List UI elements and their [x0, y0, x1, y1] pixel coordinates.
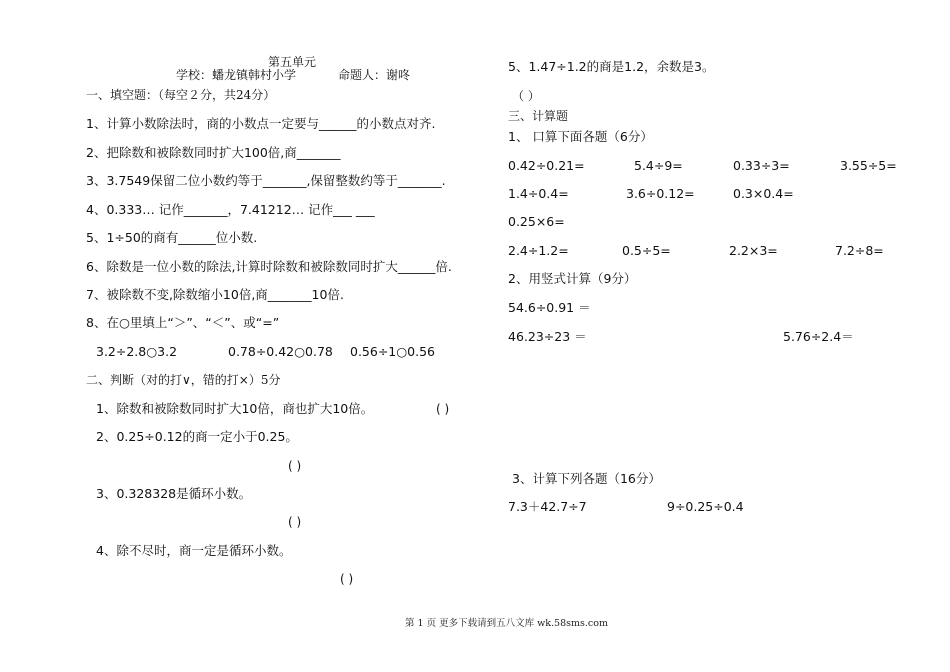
section2-heading: 二、判断（对的打∨，错的打×）5分 [86, 373, 281, 387]
oral-2-2: 3.6÷0.12= [626, 186, 695, 201]
oral-heading: 1、 口算下面各题（6分） [508, 129, 653, 144]
fill-item-8: 8、在○里填上“＞”、“＜”、或“=” [86, 315, 280, 330]
compare-item-2: 0.78÷0.42○0.78 [228, 344, 333, 359]
oral-1-4: 3.55÷5= [840, 158, 897, 173]
vertical-heading: 2、用竖式计算（9分） [508, 271, 637, 286]
page-footer: 第 1 页 更多下载请到五八文库 wk.58sms.com [405, 618, 608, 629]
oral-1-1: 0.42÷0.21= [508, 158, 585, 173]
judge-item-2: 2、0.25÷0.12的商一定小于0.25。 [96, 429, 298, 444]
judge-item-5: 5、1.47÷1.2的商是1.2，余数是3。 [508, 59, 715, 74]
oral-4-4: 7.2÷8= [835, 243, 884, 258]
judge-item-1: 1、除数和被除数同时扩大10倍，商也扩大10倍。 [96, 401, 374, 416]
oral-2-1: 1.4÷0.4= [508, 186, 569, 201]
vertical-1: 54.6÷0.91 ＝ [508, 300, 591, 315]
oral-4-3: 2.2×3= [729, 243, 778, 258]
section1-heading: 一、填空题：（每空２分，共24分） [86, 88, 276, 102]
fill-item-6: 6、除数是一位小数的除法,计算时除数和被除数同时扩大______倍. [86, 259, 452, 274]
fill-item-3: 3、3.7549保留二位小数约等于_______,保留整数约等于_______. [86, 173, 446, 188]
oral-1-2: 5.4÷9= [634, 158, 683, 173]
calc-heading: 3、计算下列各题（16分） [512, 471, 661, 486]
judge-bracket-5: （ ） [512, 89, 540, 103]
judge-bracket-4: ( ) [340, 572, 354, 586]
oral-2-3: 0.3×0.4= [733, 186, 794, 201]
fill-item-4: 4、0.333… 记作_______，7.41212… 记作___ ___ [86, 202, 375, 217]
calc-1: 7.3＋42.7÷7 [508, 499, 587, 514]
vertical-2: 46.23÷23 ＝ [508, 329, 587, 344]
judge-item-3: 3、0.328328是循环小数。 [96, 486, 252, 501]
oral-3-1: 0.25×6= [508, 214, 565, 229]
compare-item-3: 0.56÷1○0.56 [350, 344, 435, 359]
calc-2: 9÷0.25÷0.4 [667, 499, 744, 514]
oral-1-3: 0.33÷3= [733, 158, 790, 173]
vertical-3: 5.76÷2.4＝ [783, 329, 854, 344]
page-title: 第五单元 [268, 55, 317, 69]
school-name: 学校：蟠龙镇韩村小学 [176, 68, 297, 82]
fill-item-2: 2、把除数和被除数同时扩大100倍,商_______ [86, 145, 341, 160]
judge-bracket-3: ( ) [288, 515, 302, 529]
fill-item-1: 1、计算小数除法时，商的小数点一定要与______的小数点对齐. [86, 116, 436, 131]
oral-4-2: 0.5÷5= [622, 243, 671, 258]
fill-item-7: 7、被除数不变,除数缩小10倍,商_______10倍. [86, 287, 344, 302]
compare-item-1: 3.2÷2.8○3.2 [96, 344, 178, 359]
oral-4-1: 2.4÷1.2= [508, 243, 569, 258]
judge-bracket-2: ( ) [288, 459, 302, 473]
author-name: 命题人：谢咚 [338, 68, 411, 82]
fill-item-5: 5、1÷50的商有______位小数. [86, 230, 258, 245]
judge-bracket-1: ( ) [436, 402, 450, 416]
judge-item-4: 4、除不尽时，商一定是循环小数。 [96, 543, 292, 558]
section3-heading: 三、计算题 [508, 109, 569, 123]
